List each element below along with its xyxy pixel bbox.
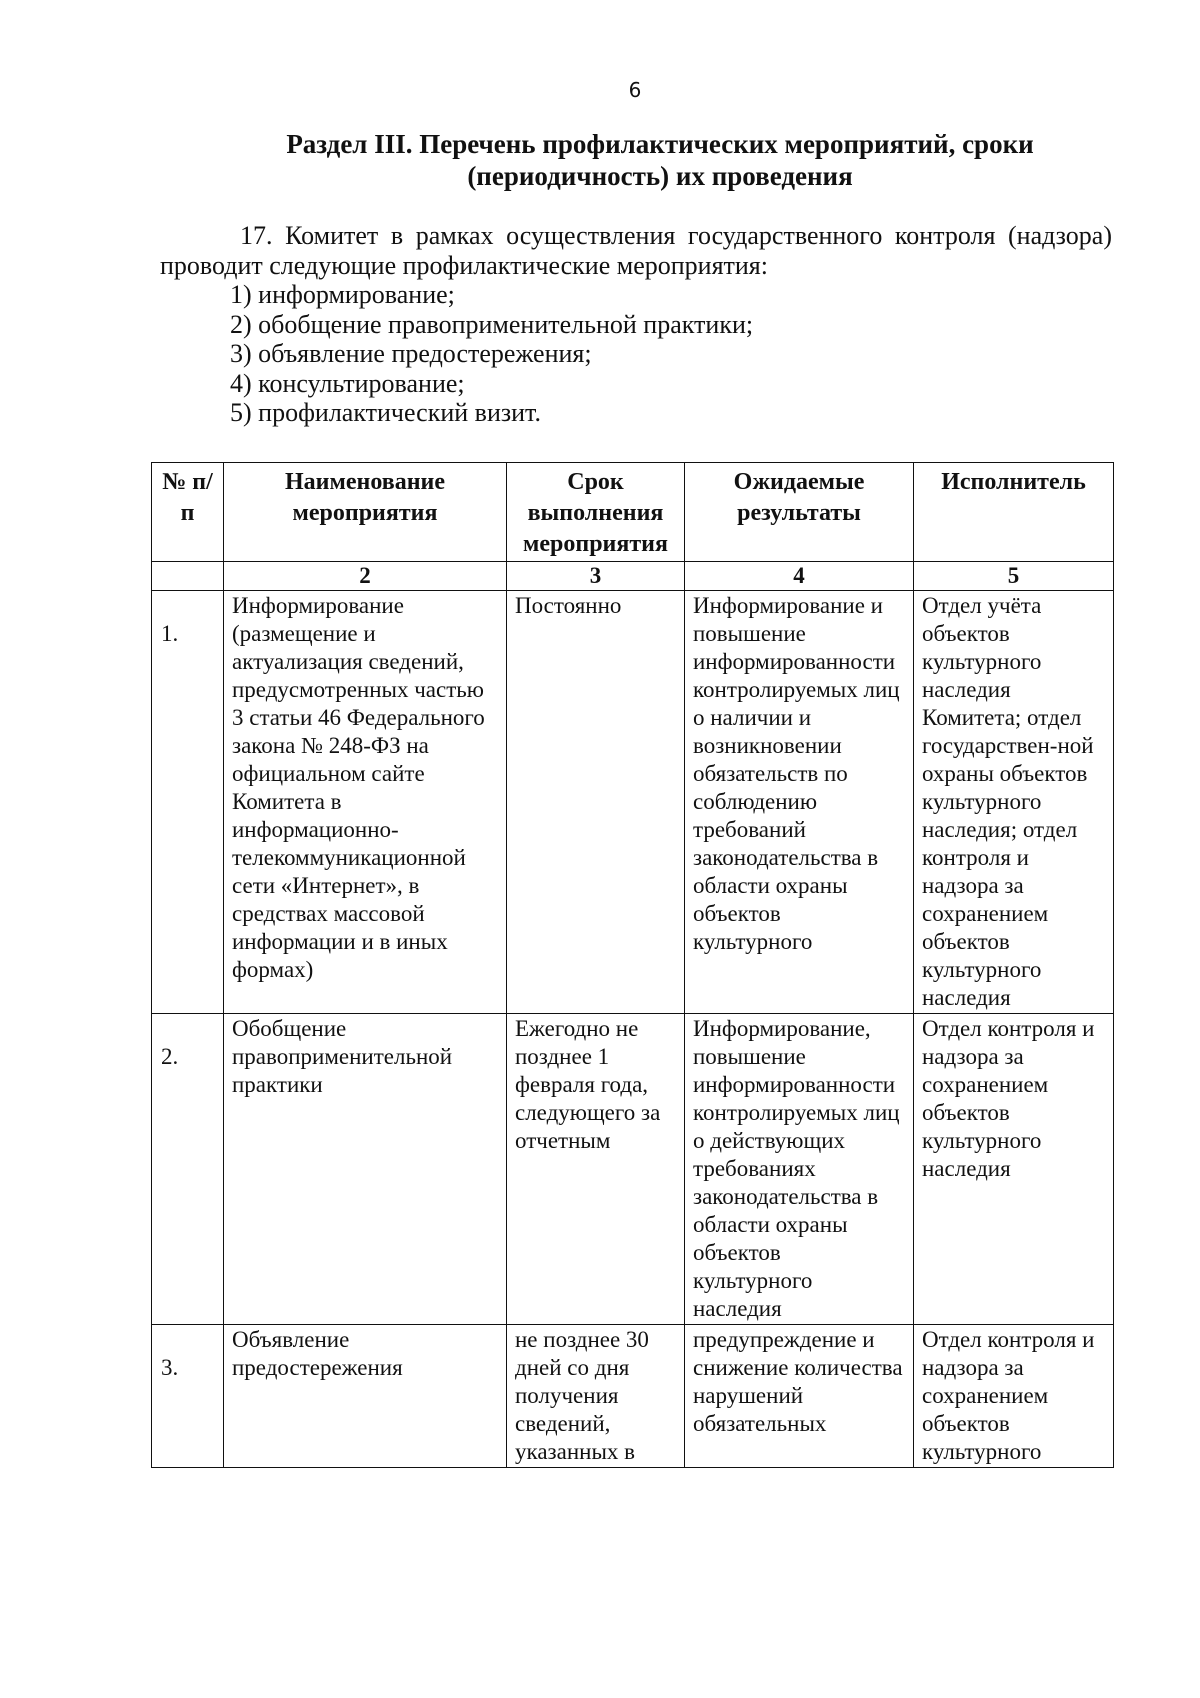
section-title-line-2: (периодичность) их проведения [467,161,853,191]
header-name: Наименование мероприятия [224,463,507,562]
column-number-2: 2 [224,562,507,591]
row-result: Информирование и повышение информированности контролируемых лиц о наличии и возникновении обязательств по соблюдению требований законодательства в области охраны объектов культурного [685,591,914,1014]
row-number: 2. [161,1044,179,1069]
row-result: Информирование, повышение информированности контролируемых лиц о действующих требованиях законодательства в области охраны объектов культурного наследия [685,1014,914,1325]
measure-item-3: 3) объявление предостережения; [230,339,592,368]
measures-table [151,462,1114,1468]
measure-item-1: 1) информирование; [230,280,455,309]
table-header-row [152,463,1114,562]
column-number-3: 3 [507,562,685,591]
row-name: Обобщение правоприменительной практики [224,1014,507,1325]
row-name: Объявление предостережения [224,1325,507,1468]
row-term: Постоянно [507,591,685,1014]
column-number-row [152,562,1114,591]
column-number-4: 4 [685,562,914,591]
table-row [152,591,1114,1014]
row-term: не позднее 30 дней со дня получения сведений, указанных в [507,1325,685,1468]
measure-item-4: 4) консультирование; [230,368,465,398]
row-executor: Отдел контроля и надзора за сохранением объектов культурного наследия [914,1014,1114,1325]
intro-paragraph: 17. Комитет в рамках осуществления государственного контроля (надзора) проводит следующие профилактические мероприятия: [160,221,1112,280]
row-executor: Отдел учёта объектов культурного наследия Комитета; отдел государствен-ной охраны объектов культурного наследия; отдел контроля и надзора за сохранением объектов культурного наследия [914,591,1114,1014]
row-name: Информирование (размещение и актуализация сведений, предусмотренных частью 3 статьи 46 Федерального закона № 248-ФЗ на официальном сайте Комитета в информационно-телекоммуникационной сети «Интернет», в средствах массовой информации и в иных формах) [224,591,507,1014]
column-number-1 [152,562,224,591]
measure-item-2: 2) обобщение правоприменительной практики; [230,309,754,339]
page-number: 6 [628,78,642,102]
section-title [280,128,1040,192]
table-row [152,1014,1114,1325]
table-row [152,1325,1114,1468]
row-result: предупреждение и снижение количества нарушений обязательных [685,1325,914,1468]
measure-item-5: 5) профилактический визит. [230,398,541,427]
header-term: Срок выполнения мероприятия [507,463,685,562]
section-title-line-1: Раздел III. Перечень профилактических мероприятий, сроки [286,129,1034,159]
column-number-5: 5 [914,562,1114,591]
header-executor: Исполнитель [914,463,1114,562]
row-number: 3. [161,1355,179,1380]
row-number: 1. [161,621,179,646]
header-number: № п/п [152,463,224,562]
intro-block [160,221,1112,428]
row-term: Ежегодно не позднее 1 февраля года, следующего за отчетным [507,1014,685,1325]
header-results: Ожидаемые результаты [685,463,914,562]
row-executor: Отдел контроля и надзора за сохранением объектов культурного [914,1325,1114,1468]
